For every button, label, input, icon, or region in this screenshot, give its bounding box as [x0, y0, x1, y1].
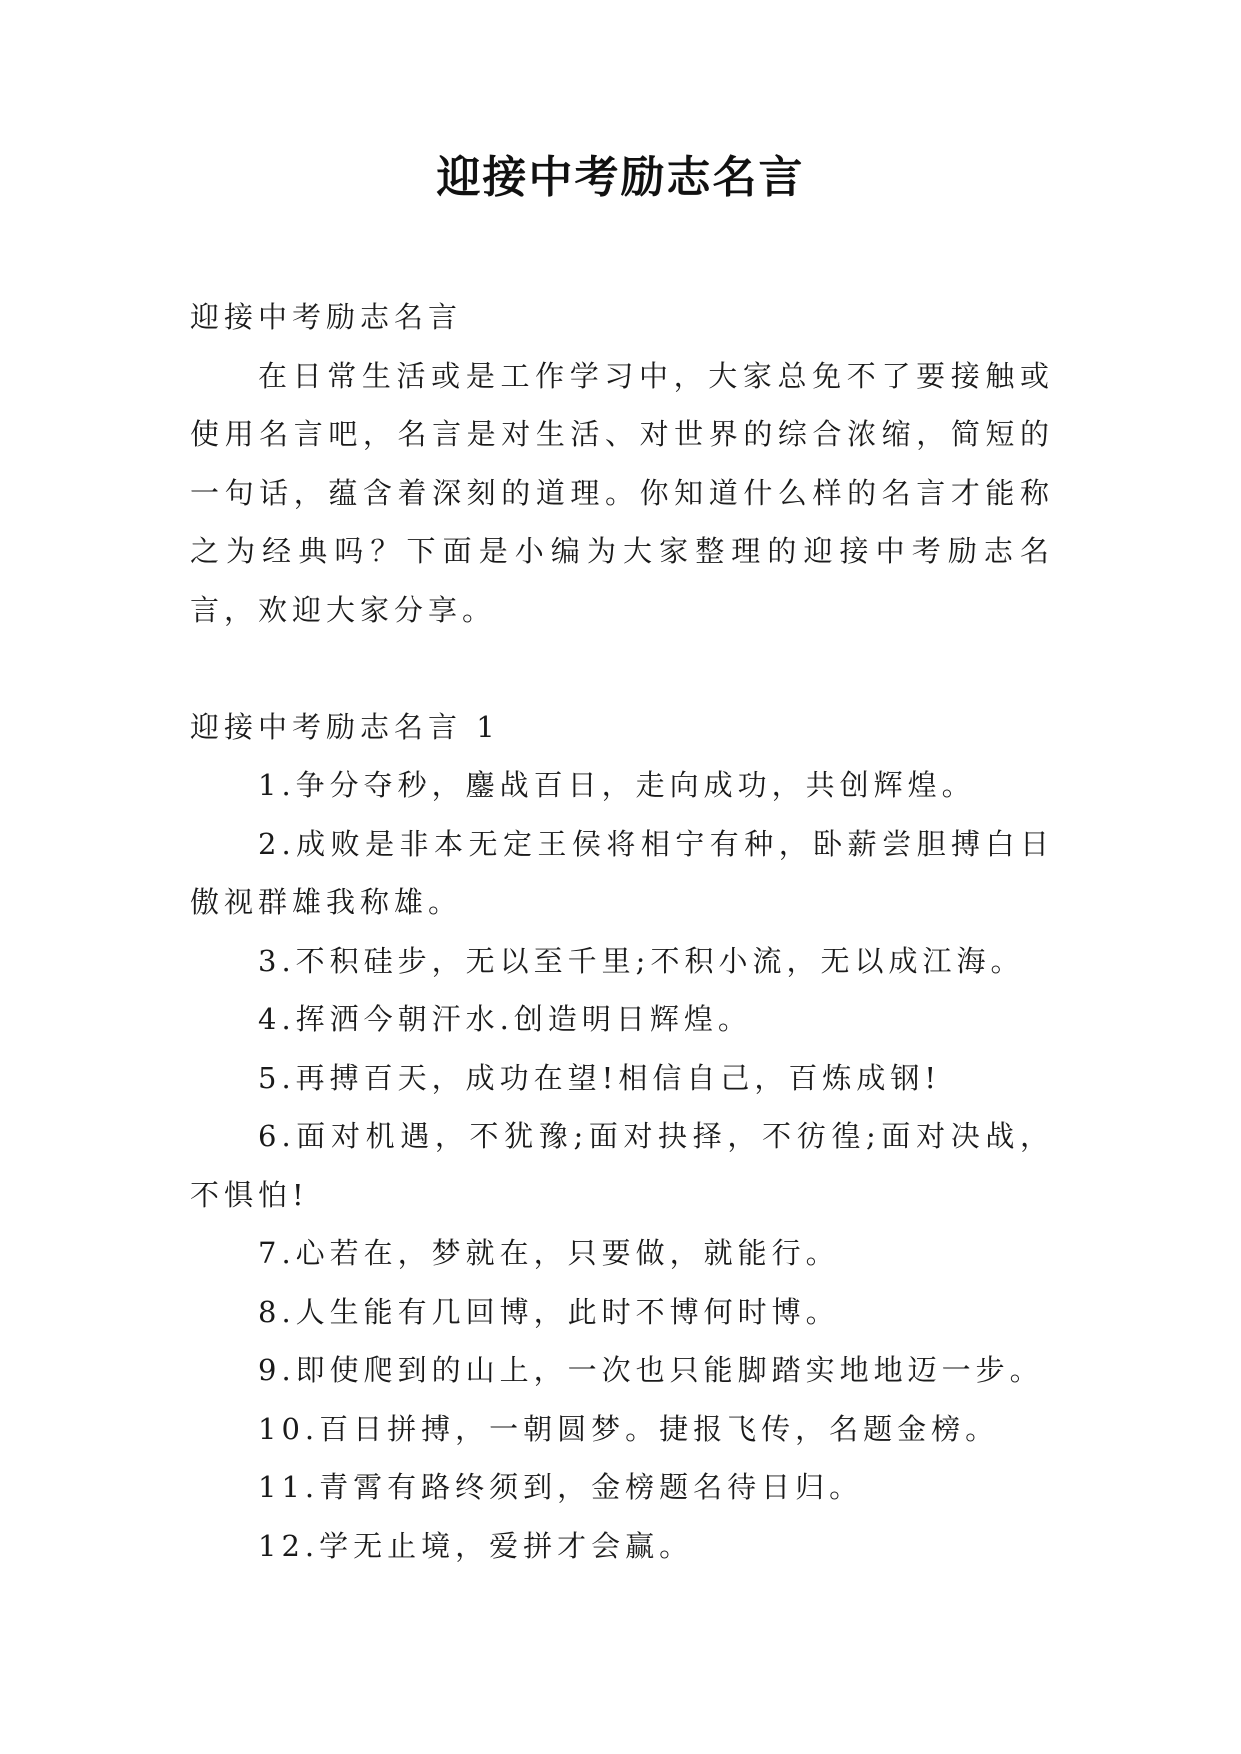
quote-item: 2.成败是非本无定王侯将相宁有种，卧薪尝胆搏白日傲视群雄我称雄。 [190, 826, 1054, 919]
quote-item: 6.面对机遇，不犹豫;面对抉择，不彷徨;面对决战，不惧怕! [190, 1119, 1054, 1212]
paragraph-spacer [190, 639, 1054, 698]
document-body [190, 288, 1054, 1575]
section-heading: 迎接中考励志名言 1 [190, 709, 500, 744]
quote-item: 1.争分夺秒，鏖战百日，走向成功，共创辉煌。 [258, 768, 976, 802]
quote-item: 10.百日拼搏，一朝圆梦。捷报飞传，名题金榜。 [258, 1411, 1000, 1446]
quote-item: 4.挥洒今朝汗水.创造明日辉煌。 [258, 1002, 752, 1036]
quote-item: 3.不积硅步，无以至千里;不积小流，无以成江海。 [258, 943, 1025, 978]
quote-item: 7.心若在，梦就在，只要做，就能行。 [258, 1236, 840, 1270]
document-title: 迎接中考励志名言 [436, 152, 805, 203]
quote-item: 11.青霄有路终须到，金榜题名待日归。 [258, 1470, 864, 1504]
quote-item: 8.人生能有几回博，此时不博何时博。 [258, 1294, 840, 1329]
intro-paragraph: 在日常生活或是工作学习中，大家总免不了要接触或使用名言吧，名言是对生活、对世界的综合浓缩，简短的一句话，蕴含着深刻的道理。你知道什么样的名言才能称之为经典吗？下面是小编为大家整理的迎接中考励志名言，欢迎大家分享。 [190, 358, 1054, 627]
quote-item: 12.学无止境，爱拼才会赢。 [258, 1528, 694, 1563]
document-subtitle: 迎接中考励志名言 [190, 300, 463, 334]
quote-item: 9.即使爬到的山上，一次也只能脚踏实地地迈一步。 [258, 1353, 1044, 1387]
quote-item: 5.再搏百天，成功在望!相信自己，百炼成钢! [258, 1060, 941, 1095]
